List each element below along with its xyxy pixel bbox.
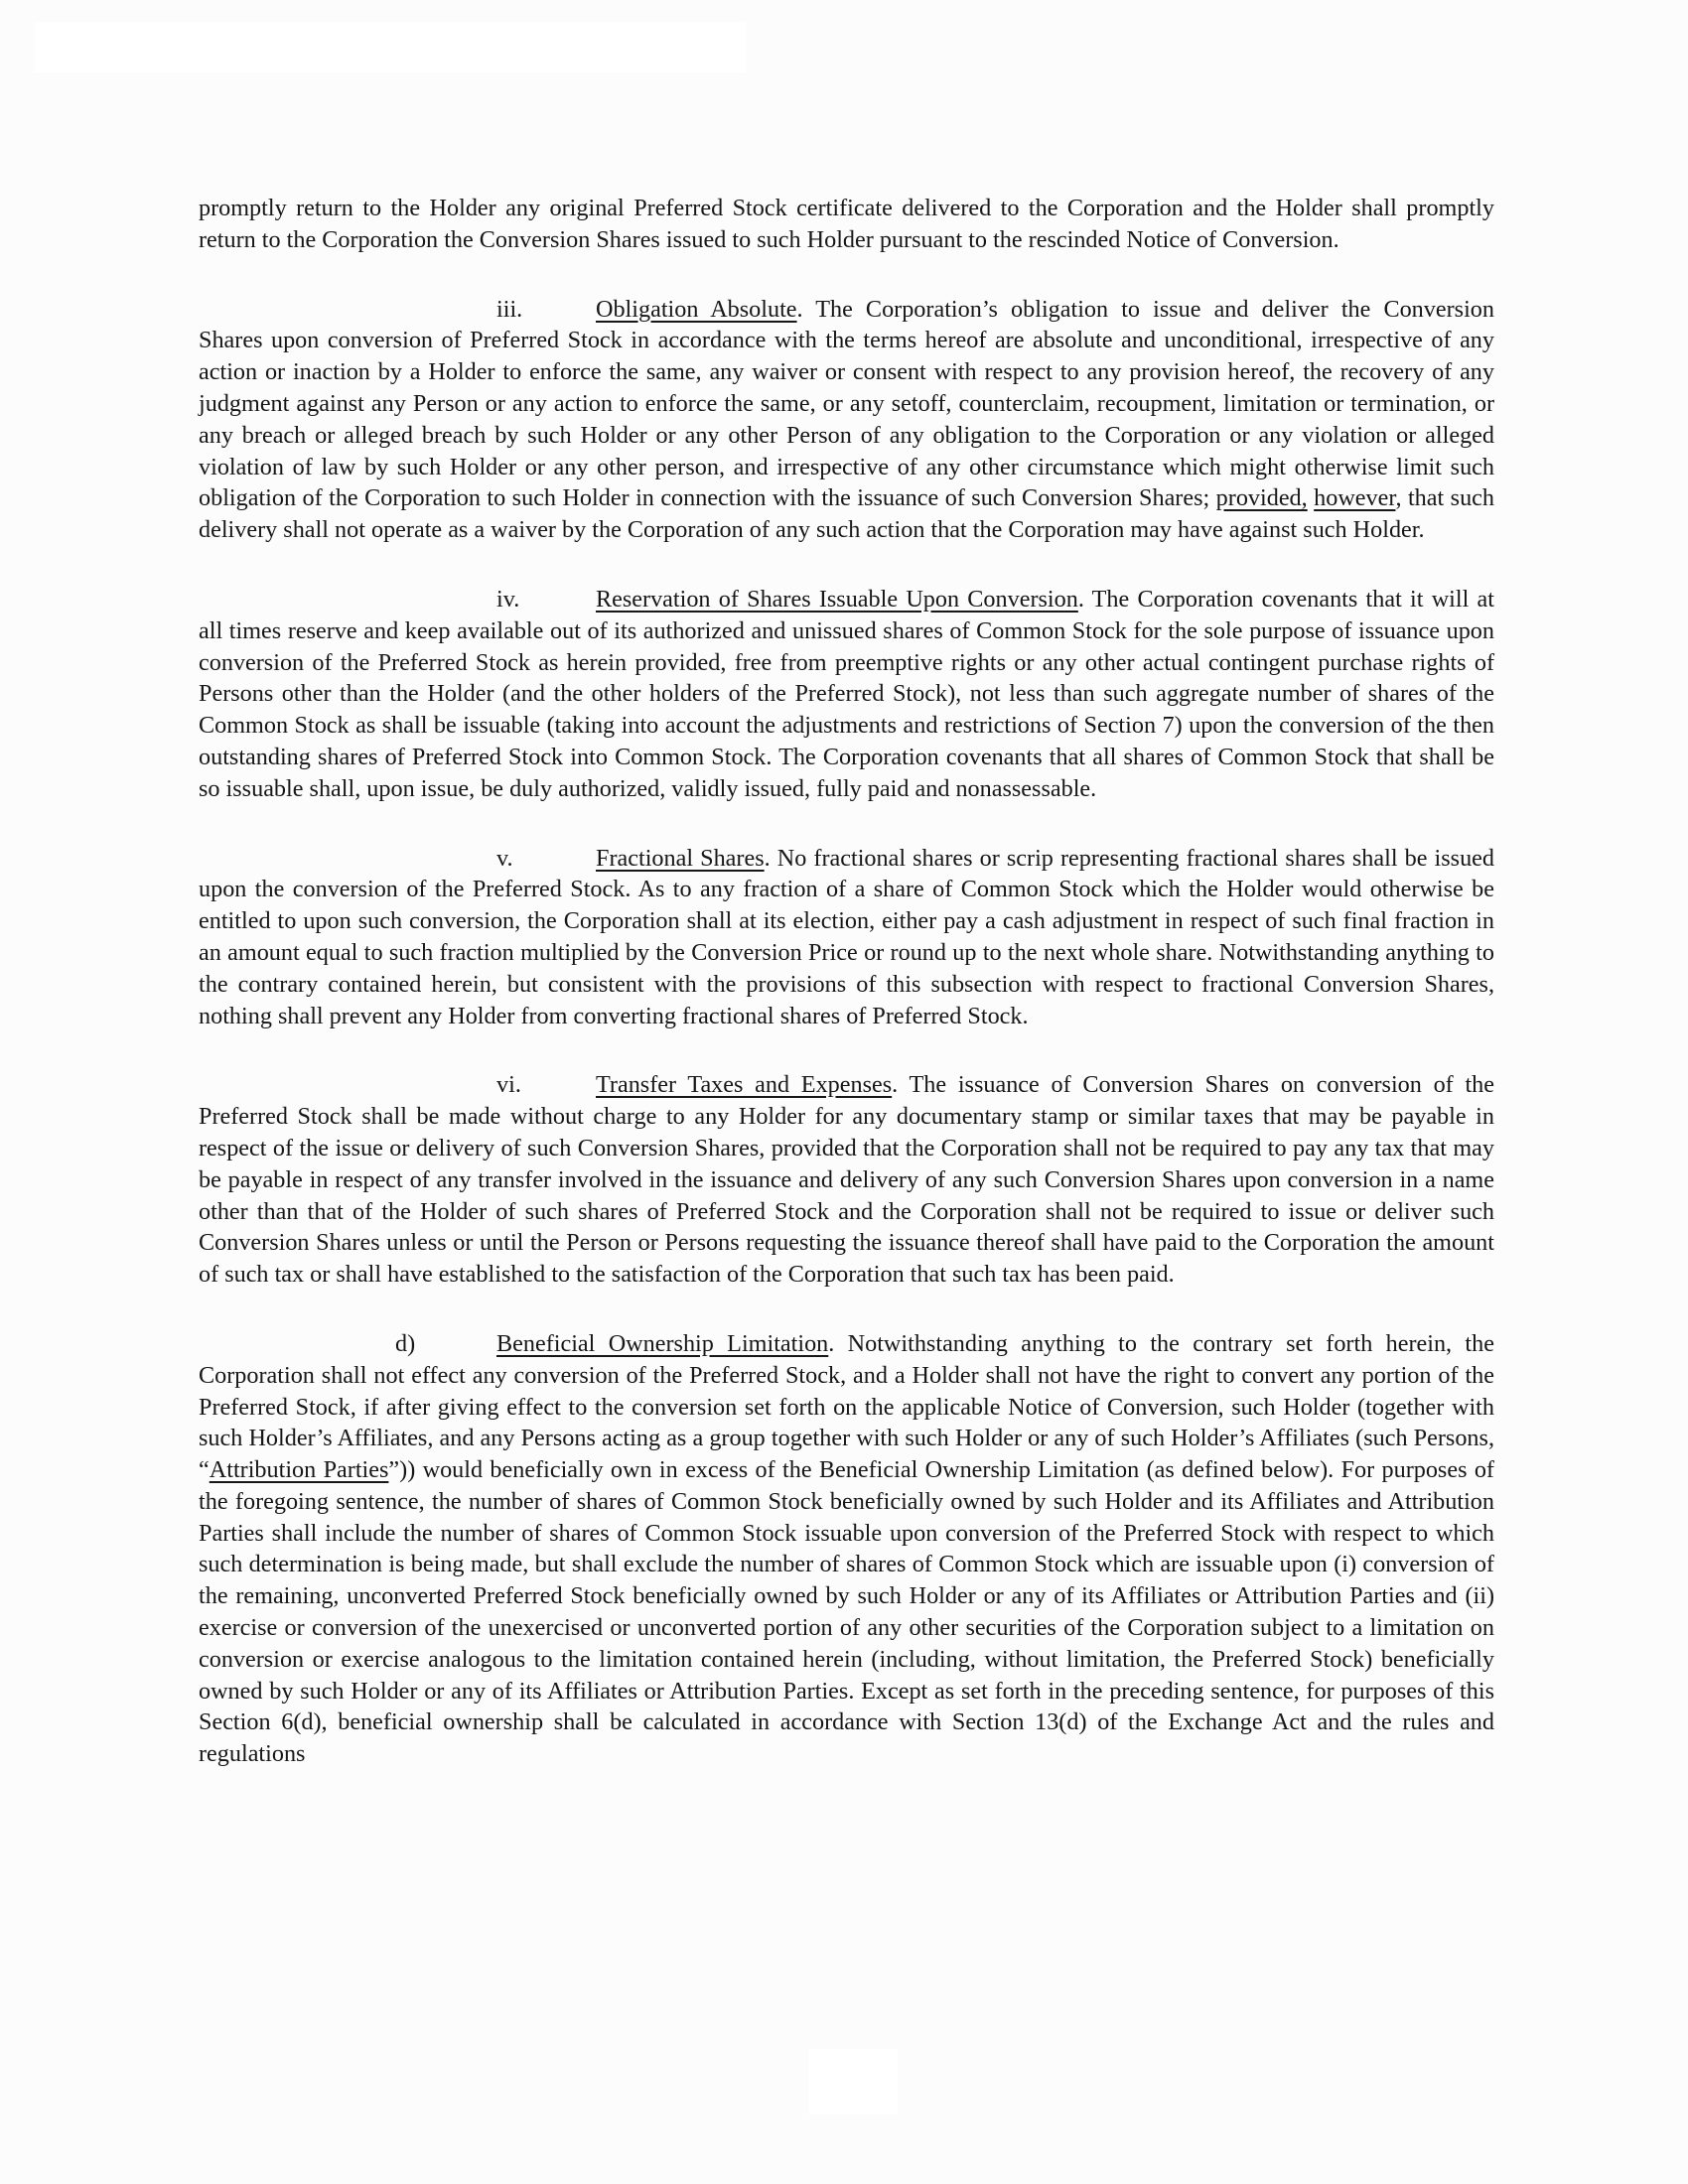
paragraph-number: v.	[496, 844, 513, 872]
body-text: . No fractional shares or scrip representing fractional shares shall be issued upon the conversion of the Preferred Stock. As to any fraction of a share of Common Stock which the Holder would otherwise be entitled to upon such conversion, the Corporation shall at its election, either pay a cash adjustment in respect of such final fraction in an amount equal to such fraction multiplied by the Conversion Price or round up to the next whole share. Notwithstanding anything to the contrary contained herein, but consistent with the provisions of this subsection with respect to fractional Conversion Shares, nothing shall prevent any Holder from converting fractional shares of Preferred Stock.	[199, 844, 1494, 1029]
paragraph-number: iv.	[496, 585, 520, 613]
underlined-text: Transfer Taxes and Expenses	[596, 1071, 893, 1099]
body-text: . The Corporation’s obligation to issue and deliver the Conversion Shares upon conversion of Preferred Stock in accordance with the terms hereof are absolute and unconditional, irrespective of any action or inaction by a Holder to enforce the same, any waiver or consent with respect to any provision hereof, the recovery of any judgment against any Person or any action to enforce the same, or any setoff, counterclaim, recoupment, limitation or termination, or any breach or alleged breach by such Holder or any other Person of any obligation to the Corporation or any violation or alleged violation of law by such Holder or any other person, and irrespective of any other circumstance which might otherwise limit such obligation of the Corporation to such Holder in connection with the issuance of such Conversion Shares;	[199, 295, 1494, 512]
paragraph-continuation-rescinded-notice	[199, 193, 1494, 256]
paragraph-number: d)	[395, 1329, 416, 1357]
paragraph-vi-transfer-taxes-and-expenses	[199, 1069, 1494, 1291]
paragraph-iii-obligation-absolute	[199, 294, 1494, 546]
body-text: . The issuance of Conversion Shares on conversion of the Preferred Stock shall be made without charge to any Holder for any documentary stamp or similar taxes that may be payable in respect of the issue or delivery of such Conversion Shares, provided that the Corporation shall not be required to pay any tax that may be payable in respect of any transfer involved in the issuance and delivery of any such Conversion Shares upon conversion in a name other than that of the Holder of such shares of Preferred Stock and the Corporation shall not be required to issue or deliver such Conversion Shares unless or until the Person or Persons requesting the issuance thereof shall have paid to the Corporation the amount of such tax or shall have established to the satisfaction of the Corporation that such tax has been paid.	[199, 1071, 1495, 1289]
paragraph-number: iii.	[496, 295, 523, 323]
body-text: promptly return to the Holder any original Preferred Stock certificate delivered to the Corporation and the Holder shall promptly return to the Corporation the Conversion Shares issued to such Holder pursuant to the rescinded Notice of Conversion.	[199, 195, 1494, 253]
document-body	[199, 193, 1494, 1770]
underlined-text: Obligation Absolute	[596, 295, 797, 323]
underlined-text: Reservation of Shares Issuable Upon Conversion	[596, 585, 1078, 613]
body-text: , that such delivery shall not operate as a waiver by the Corporation of any such action that the Corporation may have against such Holder.	[199, 484, 1495, 544]
underlined-text: provided,	[1215, 484, 1308, 512]
body-text: . The Corporation covenants that it will at all times reserve and keep available out of its authorized and unissued shares of Common Stock for the sole purpose of issuance upon conversion of the Preferred Stock as herein provided, free from preemptive rights or any other actual contingent purchase rights of Persons other than the Holder (and the other holders of the Preferred Stock), not less than such aggregate number of shares of the Common Stock as shall be issuable (taking into account the adjustments and restrictions of Section 7) upon the conversion of the then outstanding shares of Preferred Stock into Common Stock. The Corporation covenants that all shares of Common Stock that shall be so issuable shall, upon issue, be duly authorized, validly issued, fully paid and nonassessable.	[199, 585, 1495, 802]
redaction-box-page-number	[809, 2049, 898, 2115]
paragraph-iv-reservation-of-shares	[199, 584, 1494, 805]
body-text: . Notwithstanding anything to the contrary set forth herein, the Corporation shall not effect any conversion of the Preferred Stock, and a Holder shall not have the right to convert any portion of the Preferred Stock, if after giving effect to the conversion set forth on the applicable Notice of Conversion, such Holder (together with such Holder’s Affiliates, and any Persons acting as a group together with such Holder or any of such Holder’s Affiliates (such Persons, “	[199, 1329, 1494, 1484]
underlined-text: however	[1314, 484, 1396, 512]
underlined-text: Fractional Shares	[596, 844, 765, 872]
underlined-text: Attribution Parties	[209, 1456, 389, 1484]
paragraph-d-beneficial-ownership-limitation	[199, 1328, 1494, 1770]
body-text: ”)) would beneficially own in excess of the Beneficial Ownership Limitation (as defined below). For purposes of the foregoing sentence, the number of shares of Common Stock beneficially owned by such Holder and its Affiliates and Attribution Parties shall include the number of shares of Common Stock issuable upon conversion of the Preferred Stock with respect to which such determination is being made, but shall exclude the number of shares of Common Stock which are issuable upon (i) conversion of the remaining, unconverted Preferred Stock beneficially owned by such Holder or any of its Affiliates or Attribution Parties and (ii) exercise or conversion of the unexercised or unconverted portion of any other securities of the Corporation subject to a limitation on conversion or exercise analogous to the limitation contained herein (including, without limitation, the Preferred Stock) beneficially owned by such Holder or any of its Affiliates or Attribution Parties. Except as set forth in the preceding sentence, for purposes of this Section 6(d), beneficial ownership shall be calculated in accordance with Section 13(d) of the Exchange Act and the rules and regulations	[199, 1456, 1494, 1768]
redaction-box-top-left	[34, 22, 746, 72]
paragraph-v-fractional-shares	[199, 843, 1494, 1032]
underlined-text: Beneficial Ownership Limitation	[496, 1329, 829, 1357]
paragraph-number: vi.	[496, 1071, 521, 1099]
